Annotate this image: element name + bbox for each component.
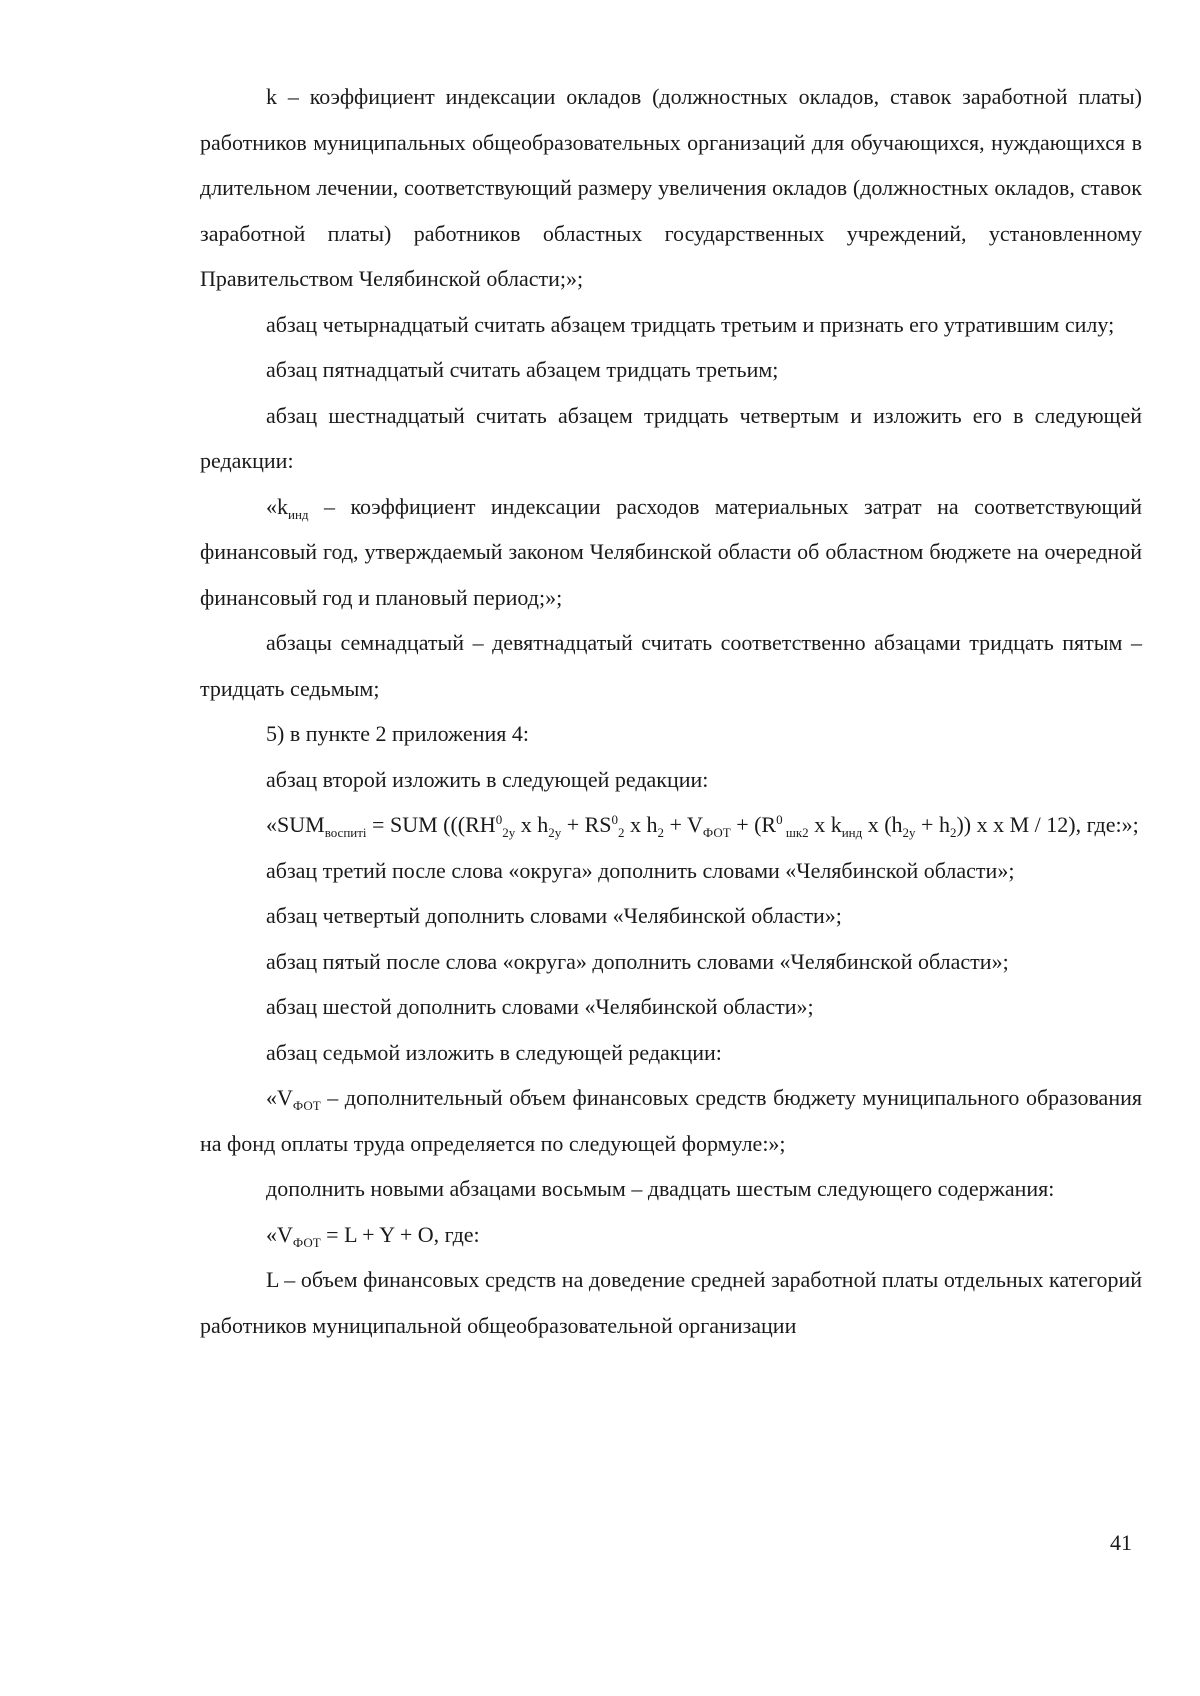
formula-sub: 2 — [949, 825, 957, 840]
formula-sub: 2 — [618, 825, 625, 840]
paragraph-fifth: абзац пятый после слова «округа» дополнить словами «Челябинской области»; — [266, 948, 1009, 974]
formula-part: )) x x M / 12), где:»; — [956, 812, 1139, 837]
paragraph-coefficient-k: k – коэффициент индексации окладов (должностных окладов, ставок заработной платы) работников муниципальных общеобразовательных организаций для обучающихся, нуждающихся в длительном лечении, соответствующий размеру увеличения окладов (должностных окладов, ставок заработной платы) работников областных государственных учреждений, установленному Правительством Челябинской области;»; — [200, 84, 1142, 291]
v-fot-formula-subscript: ФОТ — [292, 1234, 321, 1250]
paragraph-k-ind — [200, 484, 1142, 621]
v-fot-formula-open: «V — [266, 1221, 293, 1247]
formula-sum — [200, 802, 1142, 848]
paragraph-l-definition: L – объем финансовых средств на доведение средней заработной платы отдельных категорий работников муниципальной общеобразовательной организации — [200, 1267, 1142, 1338]
formula-sub: 2 — [657, 825, 665, 840]
formula-sub: воспиті — [324, 825, 367, 840]
formula-sup: 0 — [776, 812, 783, 827]
formula-part: = SUM (((RH — [366, 812, 496, 837]
formula-v-fot — [200, 1212, 1142, 1258]
formula-sup: 0 — [495, 812, 503, 827]
formula-part: + V — [664, 812, 703, 837]
paragraph-fourth: абзац четвертый дополнить словами «Челябинской области»; — [266, 903, 842, 928]
paragraph-sixth: абзац шестой дополнить словами «Челябинской области»; — [266, 994, 814, 1019]
formula-part: + RS — [561, 812, 612, 837]
formula-sup: 0 — [611, 812, 619, 827]
k-ind-subscript: инд — [288, 506, 309, 522]
formula-part: + h — [915, 812, 950, 837]
formula-sub: ФОТ — [702, 825, 731, 840]
k-ind-open: «k — [266, 493, 288, 519]
paragraph-v-fot-definition — [200, 1075, 1142, 1166]
formula-part: + (R — [730, 812, 777, 837]
formula-part: x h — [624, 812, 658, 837]
formula-sub: шк2 — [782, 825, 809, 840]
formula-part: x h — [515, 812, 549, 837]
v-fot-subscript: ФОТ — [292, 1098, 321, 1113]
v-fot-open: «V — [266, 1085, 293, 1110]
formula-part: «SUM — [266, 812, 325, 837]
paragraph-third: абзац третий после слова «округа» дополнить словами «Челябинской области»; — [266, 857, 1015, 883]
formula-sub: 2y — [548, 825, 562, 840]
paragraph-sixteenth: абзац шестнадцатый считать абзацем тридцать четвертым и изложить его в следующей редакции: — [200, 402, 1142, 473]
paragraph-item-5: 5) в пункте 2 приложения 4: — [266, 721, 529, 746]
paragraph-second-new-edition: абзац второй изложить в следующей редакции: — [266, 766, 709, 792]
paragraph-fifteenth: абзац пятнадцатый считать абзацем тридцать третьим; — [266, 357, 779, 382]
v-fot-formula-text: = L + Y + O, где: — [320, 1221, 480, 1247]
formula-sub: 2y — [902, 825, 916, 840]
formula-part: x (h — [862, 812, 903, 837]
page-number: 41 — [1110, 1530, 1132, 1555]
k-ind-text: – коэффициент индексации расходов материальных затрат на соответствующий финансовый год, утверждаемый законом Челябинской области об областном бюджете на очередной финансовый год и плановый период;»; — [200, 493, 1142, 610]
formula-sub: 2y — [502, 825, 516, 840]
document-body — [200, 74, 1142, 1348]
paragraph-seventeenth-nineteenth: абзацы семнадцатый – девятнадцатый считать соответственно абзацами тридцать пятым – тридцать седьмым; — [200, 630, 1142, 701]
paragraph-fourteenth: абзац четырнадцатый считать абзацем тридцать третьим и признать его утратившим силу; — [266, 311, 1115, 337]
formula-part: x k — [808, 812, 842, 837]
formula-sub: инд — [841, 825, 863, 840]
paragraph-new-paragraphs: дополнить новыми абзацами восьмым – двадцать шестым следующего содержания: — [266, 1176, 1055, 1201]
v-fot-text: – дополнительный объем финансовых средств бюджету муниципального образования на фонд оплаты труда определяется по следующей формуле:»; — [200, 1085, 1142, 1156]
paragraph-seventh: абзац седьмой изложить в следующей редакции: — [266, 1039, 722, 1065]
